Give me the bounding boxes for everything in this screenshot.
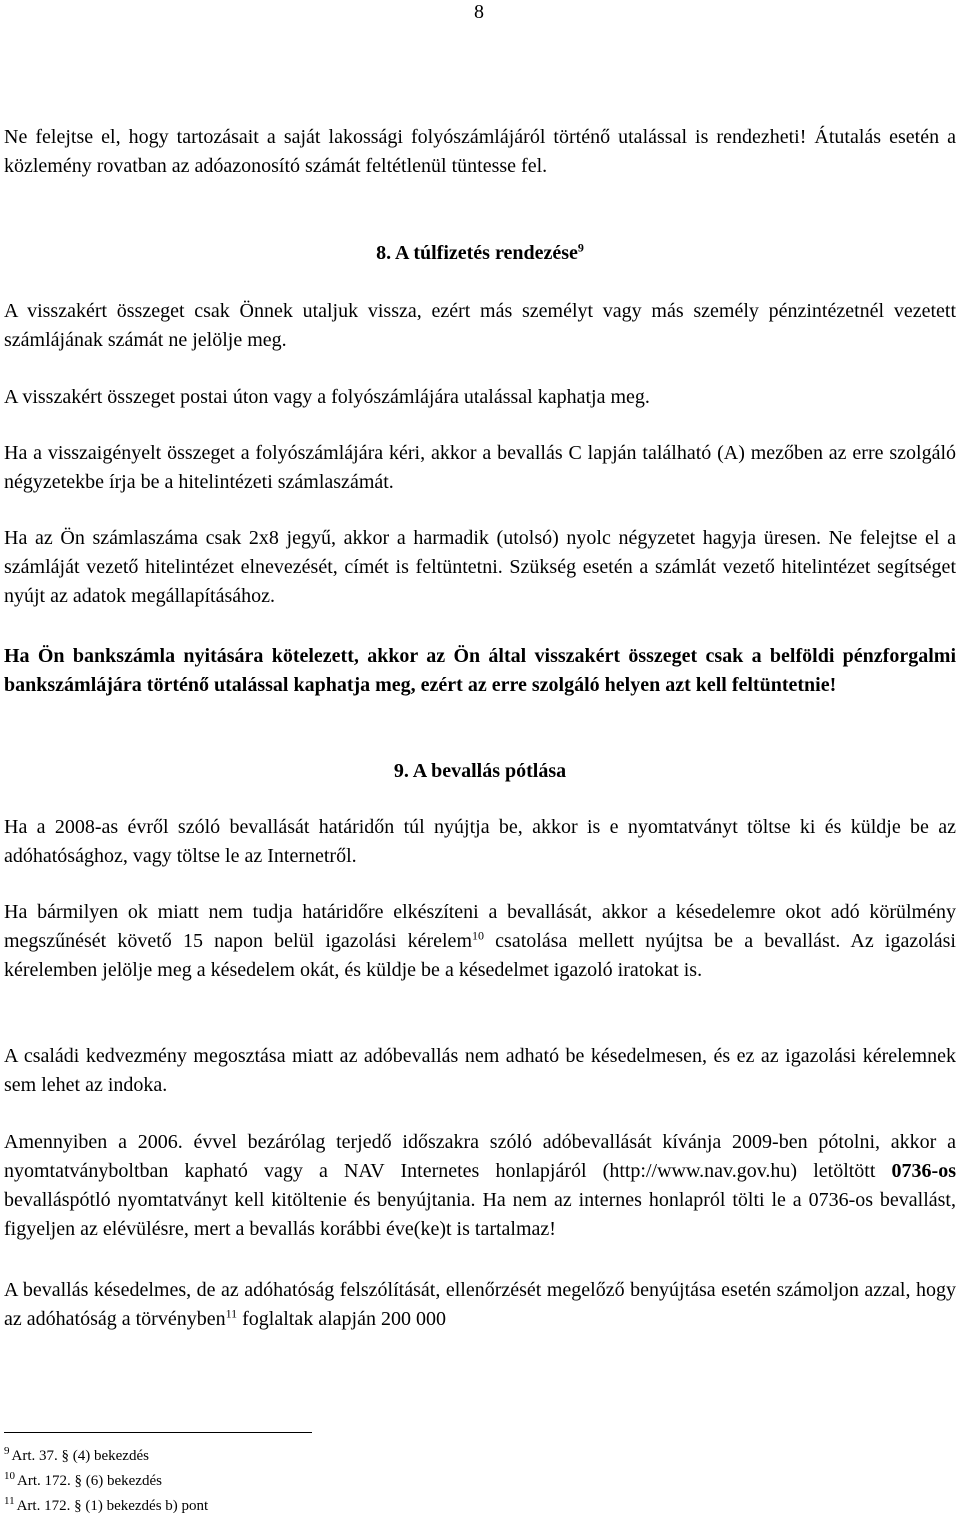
- page-number: 8: [474, 1, 484, 23]
- paragraph-family-allowance: A családi kedvezmény megosztása miatt az adóbevallás nem adható be késedelmesen, és ez az igazolási kérelemnek sem lehet az indoka.: [4, 1045, 956, 1096]
- penalty-text-b: foglaltak alapján 200 000: [237, 1308, 446, 1330]
- form-text-b: bevalláspótló nyomtatványt kell kitöltenie és benyújtania. Ha nem az internes honlapról tölti le a 0736-os bevallást, figyeljen az elévülésre, mert a bevallás korábbi éve(ke)t is tartalmaz!: [4, 1189, 956, 1240]
- paragraph-0736-form: [4, 1128, 956, 1244]
- footnote-separator: [4, 1432, 312, 1433]
- paragraph-payment-note: Ne felejtse el, hogy tartozásait a saját lakossági folyószámlájáról történő utalással is rendezheti! Átutalás esetén a közlemény rovatban az adóazonosító számát feltétlenül tüntesse fel.: [4, 126, 956, 177]
- footnote-text: Art. 37. § (4) bekezdés: [11, 1448, 149, 1464]
- paragraph-refund-method: A visszakért összeget postai úton vagy a folyószámlájára utalással kaphatja meg.: [4, 386, 650, 408]
- excuse-text-a: Ha bármilyen ok miatt nem tudja határidőre elkészíteni a bevallását, akkor a késedelemre okot adó körülmény megszűnését követő 15 napon belül igazolási kérelem: [4, 901, 956, 952]
- footnotes: [4, 1444, 604, 1519]
- footnote-ref-10: 10: [472, 928, 484, 943]
- paragraph-refund-recipient: A visszakért összeget csak Önnek utaljuk vissza, ezért más személyt vagy más személy pénzintézetnél vezetett számlájának számát ne jelölje meg.: [4, 300, 956, 351]
- footnote-ref-11: 11: [225, 1306, 238, 1321]
- penalty-text-a: A bevallás késedelmes, de az adóhatóság felszólítását, ellenőrzését megelőző benyújtása esetén számoljon azzal, hogy az adóhatóság a törvényben: [4, 1279, 956, 1330]
- section-8-title: 8. A túlfizetés rendezése: [376, 242, 578, 264]
- form-number: 0736-os: [891, 1160, 956, 1182]
- footnote-text: Art. 172. § (1) bekezdés b) pont: [16, 1498, 209, 1514]
- form-text-a: Amennyiben a 2006. évvel bezárólag terjedő időszakra szóló adóbevallását kívánja 2009-ben pótolni, akkor a nyomtatványboltban kapható vagy a NAV Internetes honlapjáról (http://www.nav.gov.hu) letöltött: [4, 1131, 956, 1182]
- paragraph-excuse-request: [4, 898, 956, 985]
- paragraph-bank-account-obligation: Ha Ön bankszámla nyitására kötelezett, akkor az Ön által visszakért összeget csak a belföldi pénzforgalmi bankszámlájára történő utalással kaphatja meg, ezért az erre szolgáló helyen azt kell feltüntetnie!: [4, 645, 956, 696]
- paragraph-account-number: Ha a visszaigényelt összeget a folyószámlájára kéri, akkor a bevallás C lapján található (A) mezőben az erre szolgáló négyzetekbe írja be a hitelintézeti számlaszámát.: [4, 442, 956, 493]
- section-9-heading: 9. A bevallás pótlása: [393, 760, 567, 782]
- footnote-11: [4, 1494, 604, 1519]
- paragraph-late-filing: Ha a 2008-as évről szóló bevallását határidőn túl nyújtja be, akkor is e nyomtatványt töltse ki és küldje be az adóhatósághoz, vagy töltse le az Internetről.: [4, 816, 956, 867]
- footnote-text: Art. 172. § (6) bekezdés: [17, 1473, 162, 1489]
- excuse-text-b: csatolása mellett nyújtsa be a bevallást. Az igazolási kérelemben jelölje meg a késedelem okát, és küldje be a késedelmet igazoló iratokat is.: [4, 930, 956, 981]
- paragraph-account-format: Ha az Ön számlaszáma csak 2x8 jegyű, akkor a harmadik (utolsó) nyolc négyzetet hagyja üresen. Ne felejtse el a számláját vezető hitelintézet elnevezését, címét is feltüntetni. Szükség esetén a számlát vezető hitelintézet segítséget nyújt az adatok megállapításához.: [4, 527, 956, 607]
- footnote-number: 11: [4, 1495, 15, 1507]
- paragraph-late-penalty: [4, 1276, 956, 1334]
- footnote-ref-9: 9: [577, 240, 584, 255]
- footnote-number: 9: [4, 1445, 10, 1457]
- footnote-9: [4, 1444, 604, 1469]
- footnote-10: [4, 1469, 604, 1494]
- section-8-heading: [4, 239, 956, 268]
- footnote-number: 10: [4, 1470, 15, 1482]
